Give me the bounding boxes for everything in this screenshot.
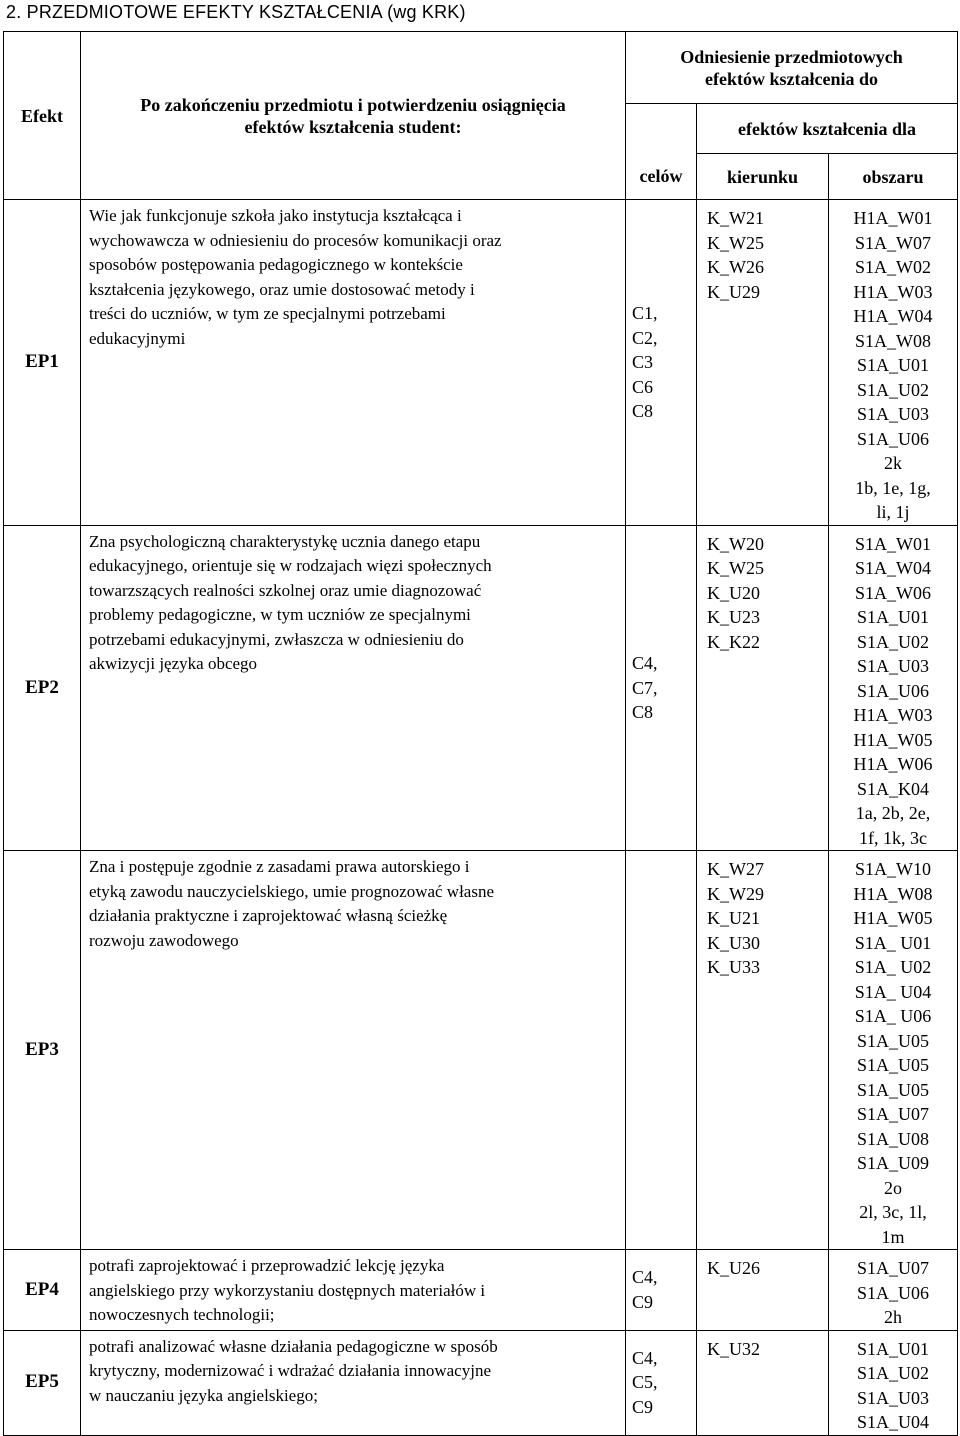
area-code: H1A_W06 [853,754,933,774]
outcome-area-codes [829,851,958,1250]
description-line: angielskiego przy wykorzystaniu dostępnych materiałów i [89,1280,486,1300]
header-odniesienie-line: efektów kształcenia do [705,68,878,89]
outcome-area-codes [829,1330,958,1435]
header-opis-line: Po zakończeniu przedmiotu i potwierdzeniu osiągnięcia [140,94,566,115]
description-line: rozwoju zawodowego [89,930,239,950]
field-code: K_W25 [707,232,764,253]
area-code: S1A_ U02 [854,957,932,977]
area-code: 1f, 1k, 3c [859,827,927,848]
field-code: K_U32 [707,1338,760,1359]
description-line: etyką zawodu nauczycielskiego, umie prognozować własne [89,881,495,901]
header-opis [81,32,626,200]
outcome-description [81,851,626,1250]
description-line: sposobów postępowania pedagogicznego w kontekście [89,255,463,274]
area-code: 1m [881,1226,905,1247]
description-line: akwizycji języka obcego [89,654,258,673]
goal-code: C3 [632,352,654,372]
description-line: wychowawcza w odniesieniu do procesów komunikacji oraz [89,230,502,250]
field-code: K_U33 [707,957,760,977]
table-row [4,1250,958,1331]
area-code: S1A_U07 [856,1104,929,1124]
field-code: K_U23 [707,607,760,627]
area-code: S1A_ U04 [854,981,932,1002]
outcome-id: EP3 [4,851,81,1250]
description-line: potrzebami edukacyjnymi, zwłaszcza w odniesieniu do [89,629,464,649]
table-row [4,525,958,851]
header-kierunku: kierunku [697,154,829,200]
outcome-field-codes [697,1250,829,1331]
area-code: S1A_U06 [856,680,929,701]
outcome-goals [626,1250,697,1331]
outcome-area-codes [829,1250,958,1331]
description-line: treści do uczniów, w tym ze specjalnymi potrzebami [89,304,446,323]
area-code: S1A_W01 [855,533,931,554]
goal-code: C4, [632,653,658,673]
area-code: S1A_U05 [856,1030,929,1051]
area-code: S1A_U01 [856,1338,929,1359]
table-row [4,200,958,526]
area-code: S1A_U08 [856,1128,929,1149]
goal-code: C4, [632,1347,658,1368]
area-code: S1A_U05 [856,1055,929,1075]
area-code: S1A_W10 [855,859,931,879]
header-celow: celów [626,104,697,200]
area-code: S1A_U02 [856,1363,929,1383]
description-line: nowoczesnych technologii; [89,1305,275,1324]
outcome-field-codes [697,200,829,526]
area-code: H1A_W03 [853,705,933,725]
description-line: działania praktyczne i zaprojektować własną ścieżkę [89,906,448,925]
description-line: Wie jak funkcjonuje szkoła jako instytucja kształcąca i [89,206,462,225]
table-row [4,851,958,1250]
learning-outcomes-table [3,31,958,1436]
header-efekt: Efekt [4,32,81,200]
goal-code: C5, [632,1372,658,1393]
description-line: Zna i postępuje zgodnie z zasadami prawa autorskiego i [89,857,470,876]
outcome-area-codes [829,200,958,526]
area-code: S1A_W06 [855,582,931,603]
goal-code: C9 [632,1396,654,1417]
field-code: K_W27 [707,859,764,879]
field-code: K_U20 [707,582,760,603]
area-code: S1A_U05 [856,1079,929,1100]
area-code: 2k [884,453,902,473]
area-code: S1A_U09 [856,1153,929,1173]
table-row [4,1330,958,1435]
header-efektow-dla: efektów kształcenia dla [697,104,958,154]
area-code: H1A_W03 [853,281,933,302]
outcome-field-codes [697,525,829,851]
field-code: K_W20 [707,533,764,554]
outcome-goals [626,200,697,526]
description-line: edukacyjnego, orientuje się w rodzajach więzi społecznych [89,556,492,575]
description-line: krytyczny, modernizować i wdrażać działania innowacyjne [89,1361,491,1380]
field-code: K_U26 [707,1258,760,1278]
area-code: H1A_W08 [853,883,933,904]
outcome-area-codes [829,525,958,851]
goal-code: C1, [632,303,658,323]
description-line: towarzszących realności szkolnej oraz umie diagnozować [89,580,482,600]
area-code: S1A_U06 [856,428,929,449]
description-line: w nauczaniu języka angielskiego; [89,1385,318,1405]
field-code: K_U30 [707,932,760,953]
area-code: S1A_U03 [856,404,929,424]
area-code: S1A_U06 [856,1282,929,1303]
area-code: H1A_W01 [853,208,933,228]
goal-code: C8 [632,702,654,722]
field-code: K_W25 [707,558,764,578]
description-line: problemy pedagogiczne, w tym uczniów ze specjalnymi [89,605,471,624]
area-code: S1A_ U06 [854,1006,932,1026]
goal-code: C8 [632,401,654,421]
outcome-goals [626,851,697,1250]
description-line: Zna psychologiczną charakterystykę ucznia danego etapu [89,531,481,551]
outcome-description [81,1330,626,1435]
area-code: H1A_W05 [853,908,933,928]
goal-code: C6 [632,376,654,397]
field-code: K_W29 [707,883,764,904]
area-code: S1A_U02 [856,379,929,400]
description-line: kształcenia językowego, oraz umie dostosować metody i [89,279,475,299]
outcome-id: EP4 [4,1250,81,1331]
outcome-description [81,525,626,851]
area-code: 2o [884,1177,902,1198]
header-odniesienie [626,32,958,104]
area-code: S1A_U07 [856,1258,929,1278]
area-code: 1b, 1e, 1g, [855,477,931,498]
area-code: S1A_U04 [856,1412,929,1432]
area-code: S1A_U01 [856,355,929,375]
outcome-id: EP5 [4,1330,81,1435]
area-code: H1A_W04 [853,306,933,326]
field-code: K_W26 [707,257,764,277]
area-code: 1a, 2b, 2e, [855,803,931,823]
field-code: K_K22 [707,631,760,652]
area-code: S1A_W04 [855,558,931,578]
section-title: 2. PRZEDMIOTOWE EFEKTY KSZTAŁCENIA (wg KRK) [6,2,466,22]
description-line: potrafi zaprojektować i przeprowadzić lekcję języka [89,1256,445,1275]
description-line: potrafi analizować własne działania pedagogiczne w sposób [89,1336,498,1356]
area-code: S1A_K04 [856,778,929,799]
outcome-goals [626,525,697,851]
header-obszaru: obszaru [829,154,958,200]
header-opis-line: efektów kształcenia student: [244,116,462,137]
outcome-description [81,1250,626,1331]
header-odniesienie-line: Odniesienie przedmiotowych [680,46,903,67]
area-code: H1A_W05 [853,729,933,750]
outcome-id: EP1 [4,200,81,526]
field-code: K_U21 [707,908,760,928]
area-code: S1A_W02 [855,257,931,277]
goal-code: C2, [632,327,658,348]
outcome-goals [626,1330,697,1435]
description-line: edukacyjnymi [89,328,186,348]
field-code: K_U29 [707,281,760,302]
goal-code: C9 [632,1291,654,1312]
field-code: K_W21 [707,208,764,228]
area-code: S1A_U01 [856,607,929,627]
outcome-id: EP2 [4,525,81,851]
area-code: S1A_W08 [855,330,931,351]
area-code: S1A_U02 [856,631,929,652]
outcome-description [81,200,626,526]
goal-code: C4, [632,1267,658,1288]
outcome-field-codes [697,851,829,1250]
area-code: 2l, 3c, 1l, [859,1202,927,1222]
outcome-field-codes [697,1330,829,1435]
area-code: li, 1j [876,502,910,522]
area-code: S1A_U03 [856,1387,929,1408]
goal-code: C7, [632,677,658,698]
area-code: S1A_W07 [855,232,931,253]
area-code: S1A_ U01 [854,932,932,953]
area-code: 2h [884,1307,902,1327]
area-code: S1A_U03 [856,656,929,676]
